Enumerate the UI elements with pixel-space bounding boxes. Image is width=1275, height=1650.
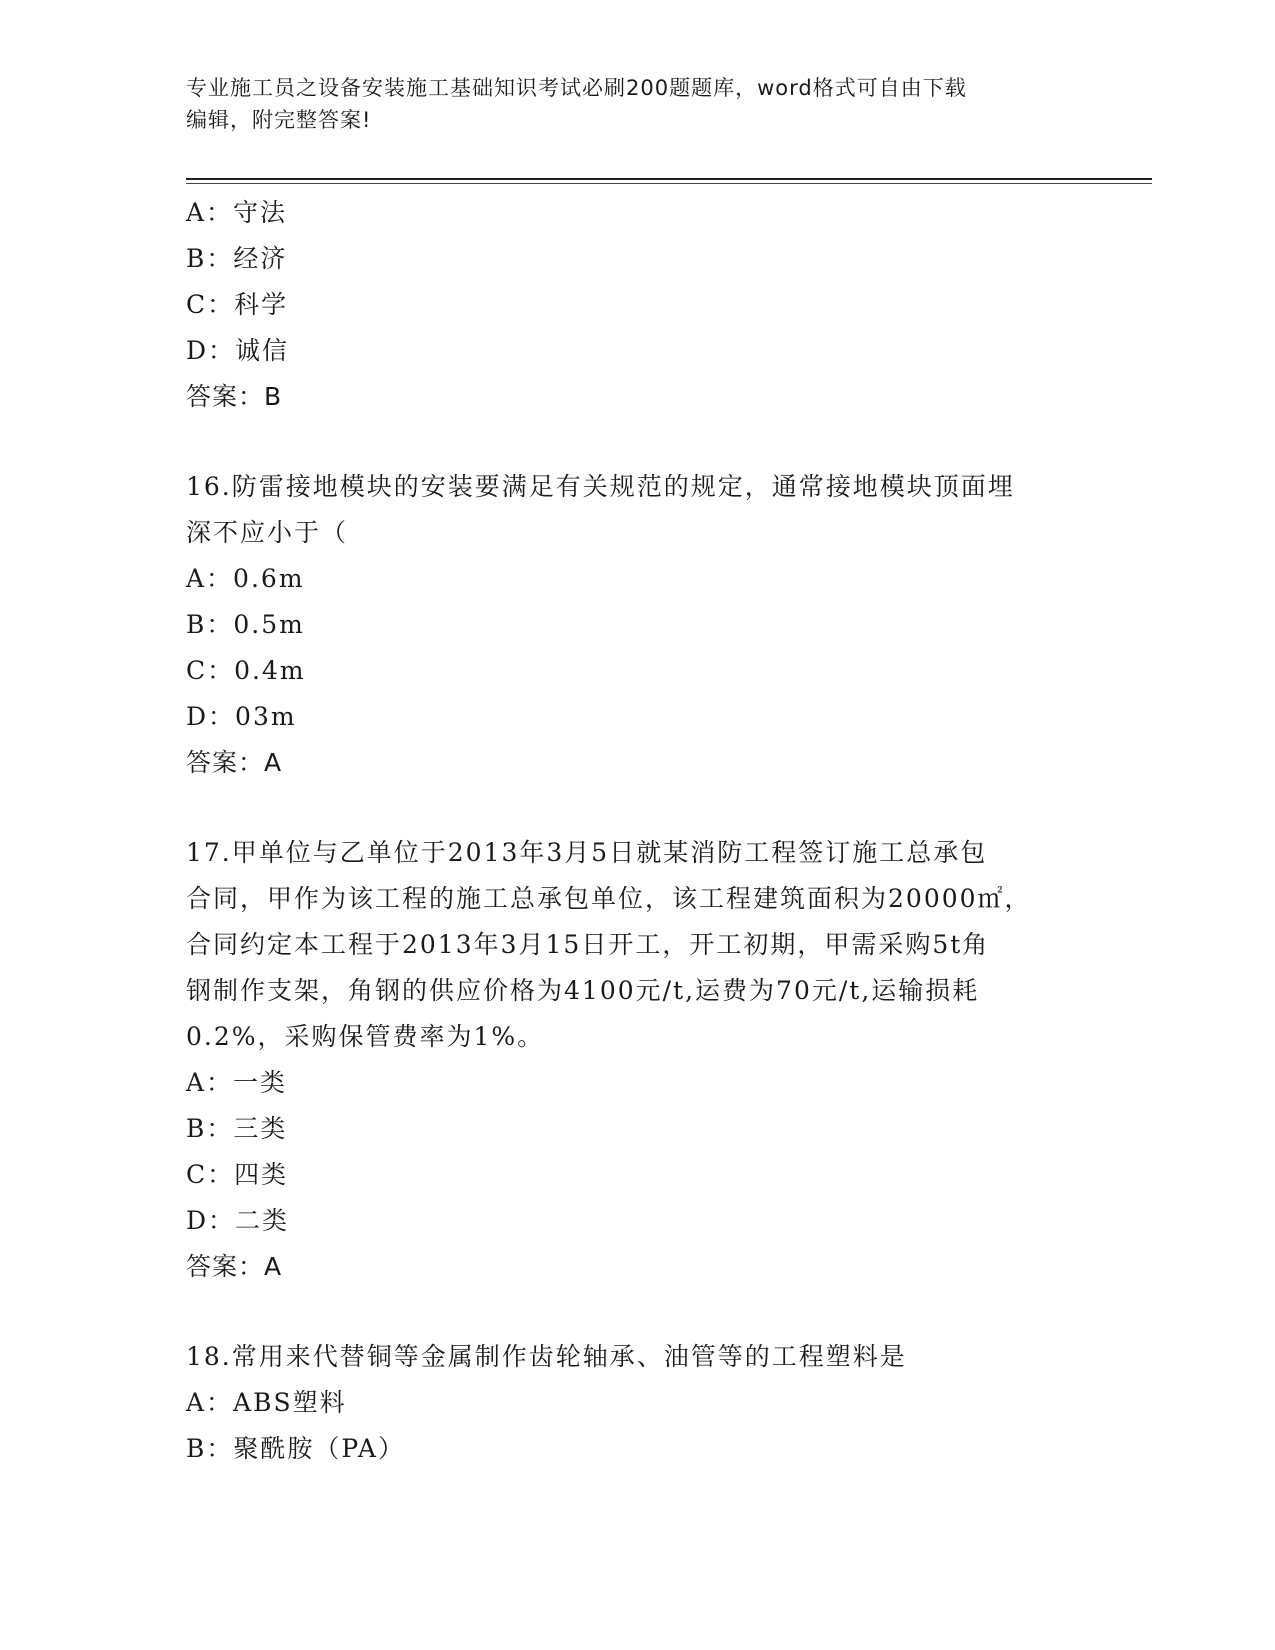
option-d: D：诚信 bbox=[186, 336, 290, 365]
header-rule-thick bbox=[186, 178, 1152, 180]
question-text-line: 深不应小于（ bbox=[186, 518, 349, 547]
question-text-line: 18.常用来代替铜等金属制作齿轮轴承、油管等的工程塑料是 bbox=[186, 1342, 907, 1371]
spacer bbox=[186, 420, 1086, 464]
option-b: B：三类 bbox=[186, 1114, 288, 1143]
header-line-2: 编辑，附完整答案! bbox=[186, 108, 372, 132]
question-15 bbox=[186, 190, 1086, 420]
option-c: C：科学 bbox=[186, 290, 289, 319]
document-header bbox=[186, 72, 1066, 136]
question-text-line: 16.防雷接地模块的安装要满足有关规范的规定，通常接地模块顶面埋 bbox=[186, 472, 1015, 501]
answer: 答案：B bbox=[186, 382, 283, 411]
option-d: D：03m bbox=[186, 702, 297, 731]
option-d: D：二类 bbox=[186, 1206, 290, 1235]
option-a: A：ABS塑料 bbox=[186, 1388, 347, 1417]
option-a: A：一类 bbox=[186, 1068, 288, 1097]
option-c: C：四类 bbox=[186, 1160, 289, 1189]
question-text-line: 合同约定本工程于2013年3月15日开工，开工初期，甲需采购5t角 bbox=[186, 930, 990, 959]
option-b: B：经济 bbox=[186, 244, 288, 273]
spacer bbox=[186, 1290, 1086, 1334]
option-c: C：0.4m bbox=[186, 656, 306, 685]
question-18 bbox=[186, 1334, 1086, 1472]
question-17 bbox=[186, 830, 1086, 1290]
spacer bbox=[186, 786, 1086, 830]
question-16 bbox=[186, 464, 1086, 786]
header-line-1: 专业施工员之设备安装施工基础知识考试必刷200题题库，word格式可自由下载 bbox=[186, 76, 967, 100]
option-a: A：守法 bbox=[186, 198, 288, 227]
question-list bbox=[186, 190, 1086, 1472]
option-a: A：0.6m bbox=[186, 564, 305, 593]
question-text-line: 合同，甲作为该工程的施工总承包单位，该工程建筑面积为20000㎡， bbox=[186, 884, 1032, 913]
question-text-line: 钢制作支架，角钢的供应价格为4100元/t,运费为70元/t,运输损耗 bbox=[186, 976, 980, 1005]
question-text-line: 17.甲单位与乙单位于2013年3月5日就某消防工程签订施工总承包 bbox=[186, 838, 988, 867]
question-text-line: 0.2%，采购保管费率为1%。 bbox=[186, 1022, 545, 1051]
answer: 答案：A bbox=[186, 1252, 283, 1281]
header-rule-thin bbox=[186, 183, 1152, 184]
option-b: B：0.5m bbox=[186, 610, 305, 639]
answer: 答案：A bbox=[186, 748, 283, 777]
option-b: B：聚酰胺（PA） bbox=[186, 1434, 405, 1463]
